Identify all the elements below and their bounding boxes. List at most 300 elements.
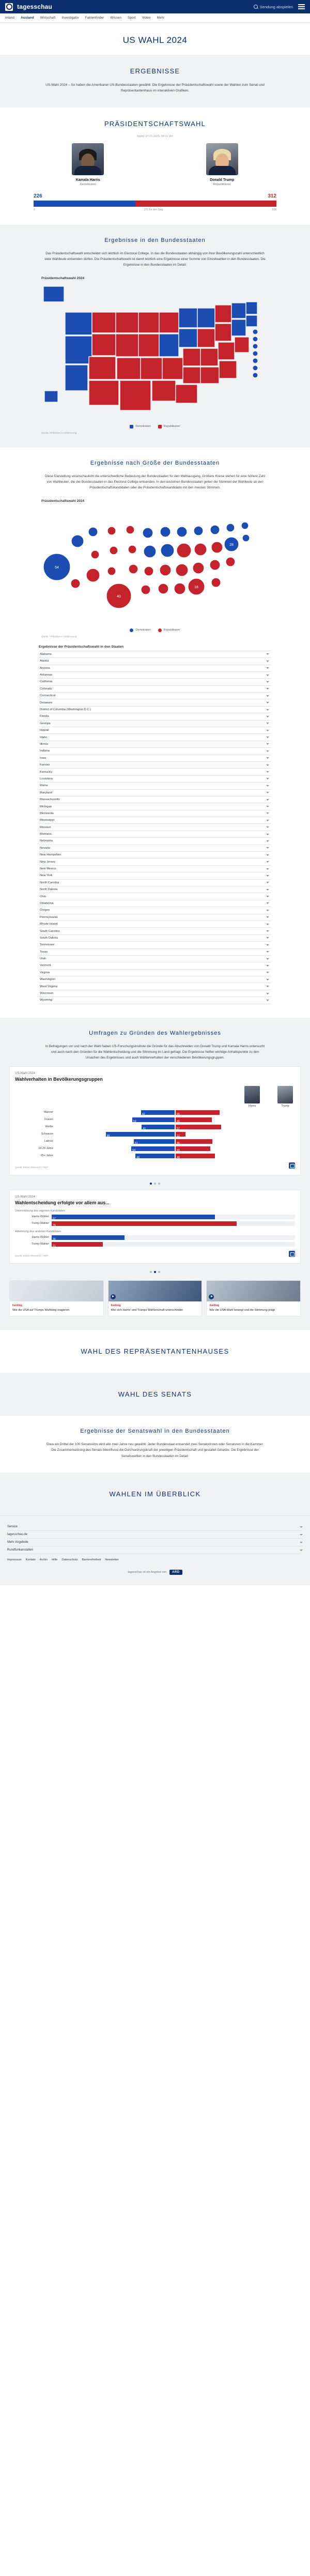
legend-democrat bbox=[130, 628, 150, 632]
chevron-down-icon bbox=[266, 695, 269, 697]
chevron-down-icon bbox=[266, 702, 269, 703]
bar-harris bbox=[131, 1146, 175, 1151]
chart-bar-row bbox=[15, 1242, 295, 1247]
chevron-down-icon bbox=[266, 972, 269, 973]
state-label: Pennsylvania bbox=[40, 915, 58, 919]
chart-category-label: Frauen bbox=[44, 1118, 53, 1122]
nav-item-sport[interactable]: Sport bbox=[128, 16, 136, 20]
senat-bundesstaaten-title: Ergebnisse der Senatswahl in den Bundesstaaten bbox=[80, 1428, 230, 1435]
legend-color-republican bbox=[158, 628, 162, 632]
state-accordion-row[interactable] bbox=[39, 796, 271, 803]
chart-bar-row bbox=[15, 1132, 295, 1137]
electoral-bar-track bbox=[34, 201, 276, 207]
chevron-down-icon bbox=[266, 737, 269, 738]
state-accordion-row[interactable] bbox=[39, 727, 271, 734]
chevron-down-icon bbox=[266, 667, 269, 669]
chevron-down-icon bbox=[266, 916, 269, 918]
chevron-down-icon bbox=[266, 764, 269, 766]
bundesstaaten-section bbox=[0, 225, 310, 448]
teaser-thumb-2 bbox=[109, 1281, 202, 1301]
chart-bar-row bbox=[15, 1221, 295, 1226]
state-accordion-row[interactable] bbox=[39, 720, 271, 727]
teaser-headline: Wie sich Harris' und Trumps Wählerschaft unterscheidet bbox=[111, 1308, 183, 1312]
chart-card-wahlverhalten bbox=[9, 1066, 301, 1175]
state-label: West Virginia bbox=[40, 985, 57, 988]
play-icon[interactable] bbox=[209, 1294, 214, 1299]
bar-fill bbox=[52, 1242, 103, 1247]
state-accordion-row[interactable] bbox=[39, 921, 271, 928]
nav-item-mehr[interactable]: Mehr bbox=[157, 16, 165, 20]
states-accordion-title: Ergebnisse der Präsidentschaftswahl in den Staaten bbox=[39, 645, 124, 649]
state-label: Arkansas bbox=[40, 673, 53, 677]
chart-bar-row bbox=[15, 1139, 295, 1144]
state-label: Wisconsin bbox=[40, 992, 54, 995]
state-accordion-row[interactable] bbox=[39, 755, 271, 762]
ard-logo[interactable]: ARD bbox=[169, 1570, 182, 1575]
chevron-down-icon bbox=[266, 826, 269, 828]
bar-value: 41 bbox=[143, 1127, 146, 1130]
state-accordion-row[interactable] bbox=[39, 942, 271, 948]
state-label: Mississippi bbox=[40, 819, 55, 822]
state-label: California bbox=[40, 680, 53, 684]
state-label: Montana bbox=[40, 833, 52, 836]
chart-category-label: Trump-Wähler bbox=[31, 1243, 49, 1246]
state-accordion-row[interactable] bbox=[39, 817, 271, 824]
umfragen-text: In Befragungen vor und nach der Wahl haben US-Forschungsinstitute die Gründe für das Abschneiden von Donald Trump und Kamala Harris untersucht und auch nach den Gründen für die Wahlentscheidung und die Stimmung im Land gefragt. Die Ergebnisse helfen wichtige Anhaltspunkte zu den Ursachen des Ergebnisses und auch Wählerverhalten der verschiedenen Bevölkerungsgruppen. bbox=[45, 1044, 265, 1060]
share-icon[interactable] bbox=[289, 1251, 295, 1257]
footer bbox=[0, 1515, 310, 1585]
state-label: North Dakota bbox=[40, 888, 58, 892]
bar-trump bbox=[176, 1117, 212, 1122]
bar-harris bbox=[142, 1125, 175, 1129]
state-accordion-row[interactable] bbox=[39, 956, 271, 962]
harris-portrait bbox=[72, 143, 104, 175]
state-accordion-row[interactable] bbox=[39, 907, 271, 914]
state-label: Vermont bbox=[40, 964, 51, 968]
state-accordion-row[interactable] bbox=[39, 990, 271, 997]
teaser-headline: Wie die USA-Wahl bewegt und die Stimmung prägt bbox=[209, 1308, 275, 1312]
footer-links[interactable] bbox=[7, 1554, 303, 1563]
chevron-down-icon bbox=[266, 792, 269, 793]
footer-link[interactable]: Impressum bbox=[7, 1558, 22, 1561]
state-accordion-row[interactable] bbox=[39, 651, 271, 658]
bar-harris bbox=[135, 1154, 175, 1158]
result-timestamp: Stand: 07.01.2025, 08:11 Uhr bbox=[136, 134, 174, 138]
chevron-down-icon bbox=[266, 778, 269, 779]
footer-section-label: Mehr Angebote bbox=[7, 1541, 28, 1544]
footer-section-label: tagesschau.de bbox=[7, 1533, 28, 1536]
chart-group-heading: Ablehnung des anderen Kandidaten bbox=[15, 1230, 61, 1233]
state-accordion-row[interactable] bbox=[39, 686, 271, 693]
bar-trump bbox=[176, 1125, 221, 1129]
chevron-down-icon bbox=[266, 875, 269, 877]
umfragen-section bbox=[0, 1018, 310, 1330]
chart-track bbox=[52, 1215, 295, 1219]
state-label: Texas bbox=[40, 950, 48, 954]
trump-mini-portrait bbox=[277, 1086, 293, 1103]
chevron-down-icon bbox=[266, 688, 269, 689]
state-accordion-row[interactable] bbox=[39, 970, 271, 976]
state-label: Kentucky bbox=[40, 770, 52, 774]
candidate-trump[interactable] bbox=[155, 143, 289, 186]
state-accordion-row[interactable] bbox=[39, 699, 271, 706]
chevron-down-icon bbox=[266, 730, 269, 731]
map-legend bbox=[41, 425, 269, 428]
bar-trump bbox=[176, 1139, 212, 1144]
chart-candidate-heads bbox=[15, 1086, 295, 1108]
state-label: District of Columbia (Washington D.C.) bbox=[40, 708, 91, 712]
state-label: New Jersey bbox=[40, 860, 56, 864]
state-label: New Mexico bbox=[40, 867, 56, 871]
state-accordion-row[interactable] bbox=[39, 838, 271, 845]
state-accordion-row[interactable] bbox=[39, 748, 271, 755]
state-label: Alabama bbox=[40, 652, 52, 656]
candidate-harris[interactable] bbox=[21, 143, 155, 186]
praesidentschaftswahl-title: PRÄSIDENTSCHAFTSWAHL bbox=[104, 119, 206, 128]
state-accordion-row[interactable] bbox=[39, 949, 271, 956]
chart-category-label: Männer bbox=[43, 1111, 53, 1114]
footer-link[interactable]: Hilfe bbox=[52, 1558, 58, 1561]
footer-link[interactable]: Datenschutz bbox=[61, 1558, 78, 1561]
state-accordion-row[interactable] bbox=[39, 914, 271, 921]
state-accordion-row[interactable] bbox=[39, 658, 271, 665]
bar-trump bbox=[176, 1132, 185, 1137]
electoral-bar-democrat bbox=[34, 201, 135, 207]
us-choropleth-map[interactable] bbox=[41, 282, 269, 422]
legend-label: Republikaner bbox=[163, 628, 180, 632]
groesse-title: Ergebnisse nach Größe der Bundesstaaten bbox=[90, 459, 220, 466]
bar-value: 55 bbox=[177, 1112, 180, 1116]
trump-portrait bbox=[206, 143, 238, 175]
state-label: Nevada bbox=[40, 846, 50, 850]
bar-value: 42 bbox=[142, 1112, 145, 1116]
teaser-kicker: liveblog bbox=[12, 1304, 22, 1307]
carousel-dots[interactable] bbox=[9, 1183, 301, 1185]
svg-text:16: 16 bbox=[194, 585, 198, 589]
chevron-down-icon bbox=[266, 930, 269, 932]
footer-section-label: Rundfunkanstalten bbox=[7, 1548, 34, 1552]
play-icon[interactable] bbox=[111, 1294, 116, 1299]
state-accordion-row[interactable] bbox=[39, 886, 271, 893]
chevron-down-icon bbox=[266, 674, 269, 676]
footer-section-label: Service bbox=[7, 1525, 18, 1528]
svg-text:28: 28 bbox=[229, 543, 234, 547]
state-accordion-row[interactable] bbox=[39, 713, 271, 720]
candidate-name: Donald Trump bbox=[210, 178, 235, 182]
state-label: Oregon bbox=[40, 909, 50, 912]
legend-label: Demokraten bbox=[135, 628, 151, 632]
teaser-kicker: liveblog bbox=[209, 1304, 220, 1307]
search-button[interactable] bbox=[254, 5, 293, 9]
bar-harris bbox=[106, 1132, 175, 1137]
chevron-down-icon bbox=[266, 716, 269, 717]
footer-link[interactable]: Kontakt bbox=[25, 1558, 36, 1561]
bundesstaaten-text: Das Präsidentschaftswahl entscheidet sich letztlich im Electoral College. In das die Bundesstaaten abhängig von ihrer Bevölkerungszahl unterschiedlich viele Wahlleute entsenden dürfen. Die Präsidentschaftswahl ist damit letztlich eine Ergebnisse einer Summe von Einzelwahlen in den Bundesstaaten. Die Ergebnisse in den Bundesstaaten im Detail: bbox=[44, 251, 266, 267]
state-label: South Carolina bbox=[40, 929, 60, 933]
brand-name[interactable] bbox=[17, 3, 52, 10]
trump-electors: 312 bbox=[268, 193, 276, 199]
state-accordion-row[interactable] bbox=[39, 672, 271, 679]
banner-ueberblick: WAHLEN IM ÜBERBLICK bbox=[0, 1473, 310, 1515]
share-icon[interactable] bbox=[289, 1162, 295, 1169]
brand-label: tagesschau bbox=[17, 3, 53, 10]
bar-value: 49 bbox=[136, 1156, 140, 1159]
legend-color-republican bbox=[158, 425, 162, 428]
chevron-down-icon bbox=[266, 896, 269, 897]
chart-source: Quelle: Edison Research / NEP bbox=[15, 1166, 49, 1169]
state-label: Alaska bbox=[40, 660, 49, 663]
state-accordion-row[interactable] bbox=[39, 665, 271, 672]
state-accordion-row[interactable] bbox=[39, 997, 271, 1004]
bar-harris bbox=[141, 1110, 175, 1115]
footer-link[interactable]: Archiv bbox=[39, 1558, 48, 1561]
nav-item-investigativ[interactable]: Investigativ bbox=[61, 16, 79, 20]
bar-fill bbox=[52, 1235, 125, 1240]
state-label: Michigan bbox=[40, 805, 52, 808]
state-accordion-row[interactable] bbox=[39, 976, 271, 983]
chevron-down-icon bbox=[266, 840, 269, 842]
nav-item-wirtschaft[interactable]: Wirtschaft bbox=[40, 16, 56, 20]
state-accordion-row[interactable] bbox=[39, 935, 271, 942]
state-label: Florida bbox=[40, 715, 49, 718]
us-bubble-map[interactable] bbox=[41, 505, 269, 625]
banner-senat: WAHL DES SENATS bbox=[0, 1373, 310, 1416]
main-nav bbox=[0, 13, 310, 23]
teaser-row bbox=[9, 1280, 301, 1316]
top-bar bbox=[0, 0, 310, 13]
footer-section-rundfunk[interactable] bbox=[7, 1546, 303, 1554]
state-accordion-row[interactable] bbox=[39, 776, 271, 783]
chart-bar-row bbox=[15, 1117, 295, 1122]
state-label: Missouri bbox=[40, 825, 51, 829]
state-accordion-row[interactable] bbox=[39, 741, 271, 748]
chevron-down-icon bbox=[266, 757, 269, 759]
state-accordion-row[interactable] bbox=[39, 824, 271, 831]
chart2-source: Quelle: Edison Research / NEP bbox=[15, 1254, 49, 1257]
chevron-down-icon bbox=[266, 820, 269, 821]
chart-bars bbox=[55, 1125, 295, 1129]
scale-right: 538 bbox=[272, 208, 276, 211]
umfragen-title: Umfragen zu Gründen des Wahlergebnisses bbox=[89, 1030, 221, 1036]
chevron-down-icon bbox=[266, 709, 269, 711]
bar-harris bbox=[134, 1139, 175, 1144]
chart2-title: Wahlentscheidung erfolgte vor allem aus... bbox=[15, 1200, 110, 1205]
candidate-party: Demokraten bbox=[80, 182, 97, 186]
state-accordion-row[interactable] bbox=[39, 790, 271, 796]
teaser-item[interactable] bbox=[9, 1280, 104, 1316]
bundesstaaten-title: Ergebnisse in den Bundesstaaten bbox=[104, 237, 206, 243]
electoral-bar bbox=[34, 193, 276, 211]
chevron-down-icon bbox=[266, 771, 269, 773]
bar-value: 53 bbox=[133, 1120, 136, 1123]
chart-group-heading: Unterstützung des eigenen Kandidaten bbox=[15, 1209, 65, 1213]
state-accordion-row[interactable] bbox=[39, 679, 271, 685]
svg-text:40: 40 bbox=[117, 594, 121, 599]
legend-republican bbox=[158, 628, 180, 632]
state-label: Minnesota bbox=[40, 811, 54, 815]
footer-link[interactable]: Barrierefreiheit bbox=[82, 1558, 101, 1561]
chevron-down-icon bbox=[266, 958, 269, 960]
bubble-map-source: Quelle: AP/Edison in Abstimmung bbox=[41, 635, 77, 638]
chart-bars bbox=[55, 1139, 295, 1144]
state-label: Indiana bbox=[40, 749, 50, 753]
bubble-map-legend bbox=[41, 628, 269, 632]
state-accordion-row[interactable] bbox=[39, 900, 271, 907]
chart-track bbox=[52, 1221, 295, 1226]
chevron-down-icon bbox=[266, 723, 269, 724]
nav-item-faktenfinder[interactable]: Faktenfinder bbox=[85, 16, 104, 20]
state-accordion-row[interactable] bbox=[39, 852, 271, 858]
states-accordion[interactable] bbox=[39, 651, 271, 1004]
state-label: New York bbox=[40, 874, 53, 878]
bar-value: 67 bbox=[53, 1217, 56, 1220]
chevron-down-icon bbox=[300, 1542, 303, 1543]
bar-value: 45 bbox=[177, 1120, 180, 1123]
ergebnisse-text: US-Wahl 2024 – So haben die Amerikaner US-Bundesstaaten gewählt: Die Ergebnisse der Präsidentschaftswahl sowie der Wahlen zum Senat und Repräsentantenhaus im interaktiven Grafiken. bbox=[45, 83, 265, 93]
nav-item-inland[interactable]: Inland bbox=[5, 16, 15, 20]
nav-item-wissen[interactable]: Wissen bbox=[110, 16, 122, 20]
carousel-dots-2[interactable] bbox=[9, 1271, 301, 1273]
chart-bar-row bbox=[15, 1154, 295, 1158]
chart-bars bbox=[55, 1146, 295, 1151]
bar-value: 86 bbox=[106, 1134, 110, 1138]
footer-section-angebote[interactable] bbox=[7, 1539, 303, 1546]
banner-repraesentantenhaus: WAHL DES REPRÄSENTANTENHAUSES bbox=[0, 1330, 310, 1373]
state-accordion-row[interactable] bbox=[39, 762, 271, 769]
state-accordion-row[interactable] bbox=[39, 893, 271, 900]
chevron-down-icon bbox=[266, 812, 269, 814]
state-label: Illinois bbox=[40, 742, 49, 746]
footer-section-service[interactable] bbox=[7, 1523, 303, 1531]
state-accordion-row[interactable] bbox=[39, 866, 271, 872]
state-label: Maryland bbox=[40, 791, 52, 794]
candidate-row bbox=[9, 143, 301, 186]
bar-value: 57 bbox=[177, 1127, 180, 1130]
burger-menu-icon[interactable] bbox=[298, 4, 305, 9]
legend-republican bbox=[158, 425, 180, 428]
state-label: Nebraska bbox=[40, 839, 53, 843]
chevron-down-icon bbox=[266, 847, 269, 849]
state-label: Arizona bbox=[40, 666, 50, 670]
state-accordion-row[interactable] bbox=[39, 707, 271, 713]
chevron-down-icon bbox=[266, 681, 269, 683]
chevron-down-icon bbox=[300, 1526, 303, 1528]
state-label: Iowa bbox=[40, 756, 47, 760]
nav-item-ausland[interactable]: Ausland bbox=[21, 16, 34, 20]
chevron-down-icon bbox=[266, 661, 269, 662]
chevron-down-icon bbox=[266, 902, 269, 904]
state-accordion-row[interactable] bbox=[39, 783, 271, 789]
chevron-down-icon bbox=[266, 854, 269, 856]
footer-bottom bbox=[7, 1563, 303, 1582]
chart-bars bbox=[55, 1132, 295, 1137]
chevron-down-icon bbox=[266, 750, 269, 752]
footer-section-tagesschau[interactable] bbox=[7, 1531, 303, 1539]
tagesschau-logo-icon[interactable] bbox=[5, 3, 13, 11]
state-accordion-row[interactable] bbox=[39, 769, 271, 775]
map-svg bbox=[41, 282, 269, 422]
bar-value: 49 bbox=[177, 1156, 180, 1159]
chart-category-label: Harris-Wähler bbox=[32, 1215, 49, 1219]
state-accordion-row[interactable] bbox=[39, 872, 271, 879]
bar-value: 30 bbox=[53, 1237, 56, 1241]
senat-bundesstaaten-text: Etwa ein Drittel der 100 Senatssitze wird alle zwei Jahre neu gewählt. Jeder Bundesstaat entsendet zwei Senatorinnen oder Senatoren in die Kammer. Die Zusammensetzung des Senats beeinflusst die Durchsetzungskraft der jeweiligen Präsidentschaft und gestaltet Gesetze. Die Ergebnisse der Senatswahlen in den Bundesstaaten im Detail: bbox=[46, 1443, 264, 1458]
state-accordion-row[interactable] bbox=[39, 734, 271, 741]
senat-bundesstaaten-section bbox=[0, 1416, 310, 1473]
harris-electors: 226 bbox=[34, 193, 42, 199]
chevron-down-icon bbox=[266, 1000, 269, 1001]
state-label: Utah bbox=[40, 957, 47, 961]
chart-category-label: Harris-Wähler bbox=[32, 1236, 49, 1239]
map-source: Quelle: AP/Edison in Abstimmung bbox=[41, 431, 77, 434]
state-accordion-row[interactable] bbox=[39, 831, 271, 838]
praesidentschaftswahl-section bbox=[0, 108, 310, 225]
footer-link[interactable]: Newsletter bbox=[105, 1558, 119, 1561]
state-accordion-row[interactable] bbox=[39, 880, 271, 886]
chevron-down-icon bbox=[266, 785, 269, 787]
chevron-down-icon bbox=[266, 653, 269, 655]
state-label: Connecticut bbox=[40, 694, 56, 698]
chevron-down-icon bbox=[266, 743, 269, 745]
state-accordion-row[interactable] bbox=[39, 803, 271, 810]
state-label: Maine bbox=[40, 784, 48, 788]
chevron-down-icon bbox=[266, 799, 269, 801]
top-bar-right bbox=[254, 4, 305, 9]
bar-trump bbox=[176, 1110, 220, 1115]
state-label: North Carolina bbox=[40, 881, 59, 884]
teaser-thumb-3 bbox=[207, 1281, 300, 1301]
state-label: Louisiana bbox=[40, 777, 53, 780]
legend-color-democrat bbox=[130, 628, 133, 632]
state-label: Virginia bbox=[40, 971, 50, 974]
scale-mid: 270 für den Sieg bbox=[144, 208, 163, 211]
state-accordion-row[interactable] bbox=[39, 983, 271, 990]
chart-category-label: Latinos bbox=[44, 1140, 53, 1143]
chevron-down-icon bbox=[266, 937, 269, 939]
chevron-down-icon bbox=[266, 965, 269, 967]
chevron-down-icon bbox=[266, 806, 269, 807]
state-accordion-row[interactable] bbox=[39, 810, 271, 817]
groesse-text: Diese Darstellung veranschaulicht die unterschiedliche Bedeutung der Bundesstaaten für den Wahlausgang. Größere Kreise stehen für eine höhere Zahl von Wahlleuten, die der Bundesstaaten in das Electoral College entsenden. In den einzelnen Bundesstaaten gelten die Stimmen der Wahlleute an den Präsidentschaftskandidaten oder die Präsidentschaftskandidatin mit den meisten Stimmen. bbox=[44, 474, 266, 490]
bar-value: 43 bbox=[177, 1148, 180, 1152]
chevron-down-icon bbox=[266, 924, 269, 925]
legend-democrat bbox=[130, 425, 150, 428]
legend-label: Demokraten bbox=[135, 425, 151, 428]
bar-value: 12 bbox=[177, 1134, 180, 1138]
chart-category-label: Schwarze bbox=[41, 1132, 53, 1136]
svg-text:54: 54 bbox=[55, 565, 59, 570]
bar-harris bbox=[132, 1117, 175, 1122]
chevron-down-icon bbox=[266, 910, 269, 911]
bar-fill bbox=[52, 1221, 237, 1226]
electoral-bar-republican bbox=[135, 201, 276, 207]
teaser-item[interactable] bbox=[108, 1280, 203, 1316]
state-accordion-row[interactable] bbox=[39, 845, 271, 852]
nav-item-video[interactable]: Video bbox=[142, 16, 151, 20]
harris-mini-portrait bbox=[244, 1086, 260, 1103]
state-label: Massachusetts bbox=[40, 798, 60, 802]
state-accordion-row[interactable] bbox=[39, 962, 271, 969]
state-accordion-row[interactable] bbox=[39, 693, 271, 699]
chart-track bbox=[52, 1235, 295, 1240]
state-label: Washington bbox=[40, 978, 56, 982]
bar-trump bbox=[176, 1154, 215, 1158]
teaser-item[interactable] bbox=[206, 1280, 301, 1316]
search-icon bbox=[254, 5, 258, 9]
legend-label: Republikaner bbox=[163, 425, 180, 428]
state-accordion-row[interactable] bbox=[39, 858, 271, 865]
state-accordion-row[interactable] bbox=[39, 928, 271, 934]
